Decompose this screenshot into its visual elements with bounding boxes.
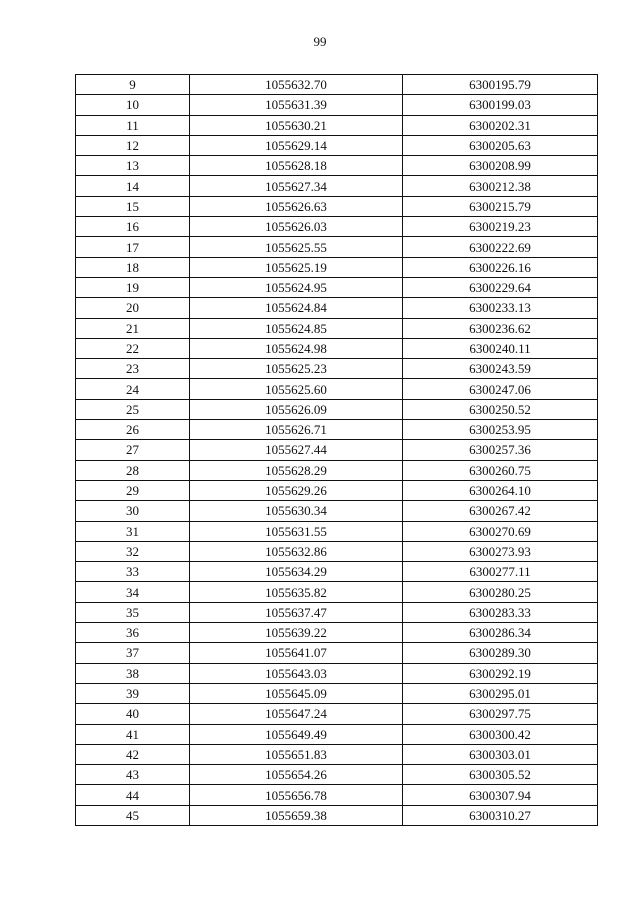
point-number-cell: 45 — [76, 805, 190, 825]
table-row — [76, 562, 598, 582]
x-coordinate-cell: 1055628.18 — [190, 156, 403, 176]
point-number-cell: 15 — [76, 196, 190, 216]
x-coordinate-cell: 1055626.63 — [190, 196, 403, 216]
y-coordinate-cell: 6300212.38 — [403, 176, 598, 196]
table-row — [76, 724, 598, 744]
x-coordinate-cell: 1055629.26 — [190, 480, 403, 500]
x-coordinate-cell: 1055659.38 — [190, 805, 403, 825]
x-coordinate-cell: 1055639.22 — [190, 623, 403, 643]
y-coordinate-cell: 6300277.11 — [403, 562, 598, 582]
x-coordinate-cell: 1055632.70 — [190, 75, 403, 95]
table-row — [76, 541, 598, 561]
y-coordinate-cell: 6300257.36 — [403, 440, 598, 460]
point-number-cell: 17 — [76, 237, 190, 257]
x-coordinate-cell: 1055628.29 — [190, 460, 403, 480]
x-coordinate-cell: 1055635.82 — [190, 582, 403, 602]
table-row — [76, 602, 598, 622]
x-coordinate-cell: 1055654.26 — [190, 765, 403, 785]
x-coordinate-cell: 1055645.09 — [190, 683, 403, 703]
table-row — [76, 460, 598, 480]
point-number-cell: 23 — [76, 359, 190, 379]
y-coordinate-cell: 6300247.06 — [403, 379, 598, 399]
y-coordinate-cell: 6300215.79 — [403, 196, 598, 216]
y-coordinate-cell: 6300229.64 — [403, 277, 598, 297]
x-coordinate-cell: 1055625.23 — [190, 359, 403, 379]
point-number-cell: 34 — [76, 582, 190, 602]
point-number-cell: 35 — [76, 602, 190, 622]
point-number-cell: 33 — [76, 562, 190, 582]
x-coordinate-cell: 1055624.98 — [190, 338, 403, 358]
point-number-cell: 13 — [76, 156, 190, 176]
table-row — [76, 582, 598, 602]
point-number-cell: 39 — [76, 683, 190, 703]
point-number-cell: 28 — [76, 460, 190, 480]
point-number-cell: 10 — [76, 95, 190, 115]
table-row — [76, 379, 598, 399]
y-coordinate-cell: 6300280.25 — [403, 582, 598, 602]
point-number-cell: 41 — [76, 724, 190, 744]
y-coordinate-cell: 6300253.95 — [403, 420, 598, 440]
page-number: 99 — [313, 34, 327, 49]
table-row — [76, 176, 598, 196]
y-coordinate-cell: 6300307.94 — [403, 785, 598, 805]
y-coordinate-cell: 6300222.69 — [403, 237, 598, 257]
point-number-cell: 26 — [76, 420, 190, 440]
y-coordinate-cell: 6300289.30 — [403, 643, 598, 663]
table-row — [76, 399, 598, 419]
point-number-cell: 11 — [76, 115, 190, 135]
x-coordinate-cell: 1055625.19 — [190, 257, 403, 277]
table-row — [76, 359, 598, 379]
x-coordinate-cell: 1055634.29 — [190, 562, 403, 582]
table-row — [76, 683, 598, 703]
x-coordinate-cell: 1055643.03 — [190, 663, 403, 683]
x-coordinate-cell: 1055626.71 — [190, 420, 403, 440]
x-coordinate-cell: 1055629.14 — [190, 135, 403, 155]
y-coordinate-cell: 6300270.69 — [403, 521, 598, 541]
table-row — [76, 765, 598, 785]
point-number-cell: 40 — [76, 704, 190, 724]
table-row — [76, 217, 598, 237]
x-coordinate-cell: 1055630.21 — [190, 115, 403, 135]
point-number-cell: 32 — [76, 541, 190, 561]
point-number-cell: 29 — [76, 480, 190, 500]
table-row — [76, 663, 598, 683]
point-number-cell: 19 — [76, 277, 190, 297]
table-row — [76, 277, 598, 297]
table-row — [76, 318, 598, 338]
coordinates-table — [75, 74, 598, 826]
y-coordinate-cell: 6300208.99 — [403, 156, 598, 176]
table-row — [76, 440, 598, 460]
x-coordinate-cell: 1055632.86 — [190, 541, 403, 561]
x-coordinate-cell: 1055656.78 — [190, 785, 403, 805]
table-row — [76, 704, 598, 724]
y-coordinate-cell: 6300240.11 — [403, 338, 598, 358]
x-coordinate-cell: 1055625.60 — [190, 379, 403, 399]
y-coordinate-cell: 6300303.01 — [403, 744, 598, 764]
point-number-cell: 24 — [76, 379, 190, 399]
y-coordinate-cell: 6300297.75 — [403, 704, 598, 724]
table-row — [76, 338, 598, 358]
x-coordinate-cell: 1055624.85 — [190, 318, 403, 338]
table-row — [76, 75, 598, 95]
point-number-cell: 9 — [76, 75, 190, 95]
point-number-cell: 36 — [76, 623, 190, 643]
point-number-cell: 37 — [76, 643, 190, 663]
x-coordinate-cell: 1055627.34 — [190, 176, 403, 196]
y-coordinate-cell: 6300250.52 — [403, 399, 598, 419]
y-coordinate-cell: 6300283.33 — [403, 602, 598, 622]
y-coordinate-cell: 6300300.42 — [403, 724, 598, 744]
y-coordinate-cell: 6300286.34 — [403, 623, 598, 643]
x-coordinate-cell: 1055641.07 — [190, 643, 403, 663]
y-coordinate-cell: 6300219.23 — [403, 217, 598, 237]
point-number-cell: 31 — [76, 521, 190, 541]
y-coordinate-cell: 6300195.79 — [403, 75, 598, 95]
point-number-cell: 30 — [76, 501, 190, 521]
point-number-cell: 16 — [76, 217, 190, 237]
table-row — [76, 135, 598, 155]
point-number-cell: 14 — [76, 176, 190, 196]
table-row — [76, 95, 598, 115]
point-number-cell: 18 — [76, 257, 190, 277]
y-coordinate-cell: 6300292.19 — [403, 663, 598, 683]
point-number-cell: 38 — [76, 663, 190, 683]
point-number-cell: 25 — [76, 399, 190, 419]
x-coordinate-cell: 1055637.47 — [190, 602, 403, 622]
y-coordinate-cell: 6300310.27 — [403, 805, 598, 825]
table-row — [76, 237, 598, 257]
y-coordinate-cell: 6300264.10 — [403, 480, 598, 500]
y-coordinate-cell: 6300199.03 — [403, 95, 598, 115]
y-coordinate-cell: 6300202.31 — [403, 115, 598, 135]
x-coordinate-cell: 1055651.83 — [190, 744, 403, 764]
x-coordinate-cell: 1055631.39 — [190, 95, 403, 115]
x-coordinate-cell: 1055626.09 — [190, 399, 403, 419]
x-coordinate-cell: 1055647.24 — [190, 704, 403, 724]
x-coordinate-cell: 1055649.49 — [190, 724, 403, 744]
x-coordinate-cell: 1055631.55 — [190, 521, 403, 541]
x-coordinate-cell: 1055624.84 — [190, 298, 403, 318]
table-body — [76, 75, 598, 826]
x-coordinate-cell: 1055627.44 — [190, 440, 403, 460]
y-coordinate-cell: 6300267.42 — [403, 501, 598, 521]
point-number-cell: 22 — [76, 338, 190, 358]
point-number-cell: 27 — [76, 440, 190, 460]
x-coordinate-cell: 1055626.03 — [190, 217, 403, 237]
table-row — [76, 805, 598, 825]
table-row — [76, 298, 598, 318]
x-coordinate-cell: 1055624.95 — [190, 277, 403, 297]
y-coordinate-cell: 6300226.16 — [403, 257, 598, 277]
table-row — [76, 156, 598, 176]
table-row — [76, 480, 598, 500]
y-coordinate-cell: 6300273.93 — [403, 541, 598, 561]
point-number-cell: 12 — [76, 135, 190, 155]
point-number-cell: 21 — [76, 318, 190, 338]
y-coordinate-cell: 6300305.52 — [403, 765, 598, 785]
table-row — [76, 623, 598, 643]
table-row — [76, 643, 598, 663]
x-coordinate-cell: 1055625.55 — [190, 237, 403, 257]
point-number-cell: 43 — [76, 765, 190, 785]
table-row — [76, 785, 598, 805]
table-row — [76, 744, 598, 764]
table-row — [76, 115, 598, 135]
x-coordinate-cell: 1055630.34 — [190, 501, 403, 521]
y-coordinate-cell: 6300295.01 — [403, 683, 598, 703]
y-coordinate-cell: 6300233.13 — [403, 298, 598, 318]
point-number-cell: 42 — [76, 744, 190, 764]
y-coordinate-cell: 6300205.63 — [403, 135, 598, 155]
table-row — [76, 521, 598, 541]
table-row — [76, 257, 598, 277]
y-coordinate-cell: 6300236.62 — [403, 318, 598, 338]
point-number-cell: 44 — [76, 785, 190, 805]
table-row — [76, 196, 598, 216]
table-row — [76, 420, 598, 440]
y-coordinate-cell: 6300243.59 — [403, 359, 598, 379]
y-coordinate-cell: 6300260.75 — [403, 460, 598, 480]
point-number-cell: 20 — [76, 298, 190, 318]
table-row — [76, 501, 598, 521]
